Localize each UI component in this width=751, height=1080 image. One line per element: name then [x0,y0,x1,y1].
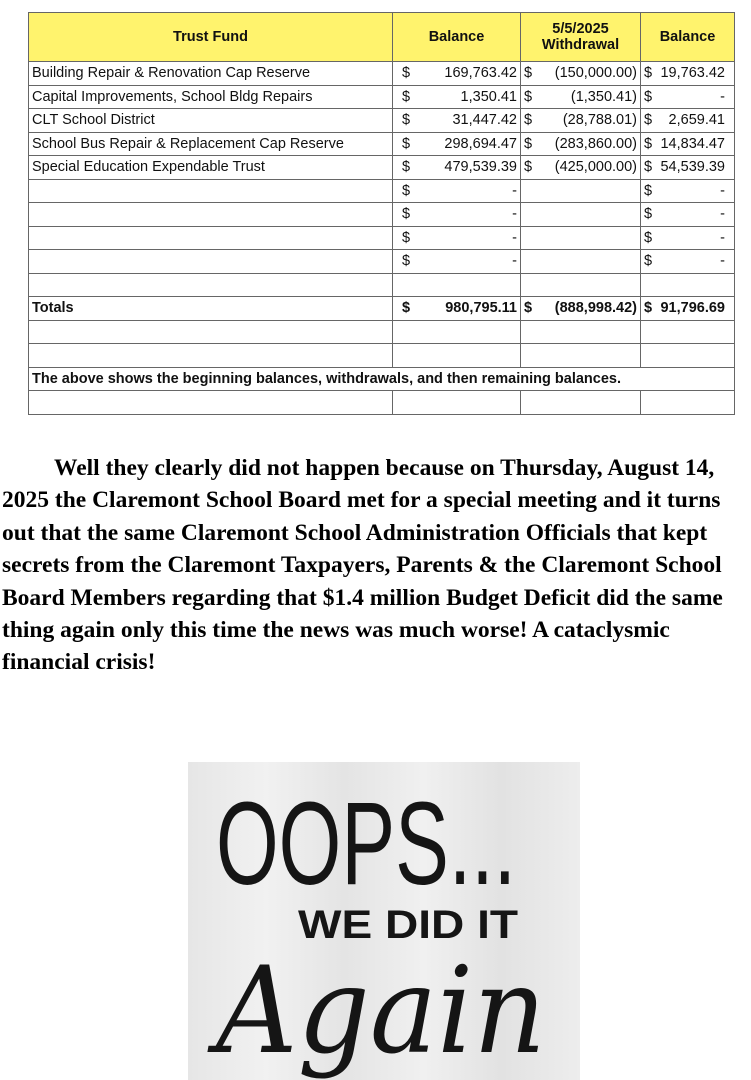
empty-row [29,344,735,368]
balance-currency: $ [402,182,411,199]
table-row [29,62,735,86]
balance-currency: $ [402,159,411,176]
remaining-balance-amount: - [720,253,725,270]
trust-fund-sheet [28,12,734,415]
withdrawal-amount: (28,788.01) [562,112,637,129]
remaining-balance-currency: $ [644,135,653,152]
remaining-balance-amount: - [720,88,725,105]
remaining-balance-currency: $ [644,253,653,270]
total-withdrawal-cell [521,297,641,321]
withdrawal-cell [521,250,641,274]
empty-cell [29,391,393,415]
totals-row [29,297,735,321]
graphic-line-we-did-it: WE DID IT [298,903,518,947]
graphic-line-again: Again [206,942,546,1080]
withdrawal-cell [521,132,641,156]
balance-amount: 31,447.42 [452,112,517,129]
remaining-balance-currency: $ [644,112,653,129]
remaining-balance-currency: $ [644,206,653,223]
remaining-balance-currency: $ [644,182,653,199]
withdrawal-cell [521,85,641,109]
withdrawal-cell [521,203,641,227]
balance-cell [393,179,521,203]
remaining-balance-cell [641,109,735,133]
balance-currency: $ [402,65,411,82]
header-trust-fund: Trust Fund [29,13,393,62]
balance-currency: $ [402,88,411,105]
withdrawal-amount: (283,860.00) [554,135,637,152]
remaining-balance-cell [641,179,735,203]
remaining-balance-amount: - [720,182,725,199]
empty-cell [641,344,735,368]
withdrawal-currency: $ [524,88,533,105]
remaining-balance-amount: 2,659.41 [668,112,725,129]
withdrawal-cell [521,226,641,250]
withdrawal-currency: $ [524,135,533,152]
header-remaining-balance: Balance [641,13,735,62]
table-row [29,85,735,109]
remaining-balance-amount: 19,763.42 [660,65,725,82]
balance-amount: 479,539.39 [444,159,517,176]
empty-cell [393,391,521,415]
table-row [29,226,735,250]
balance-currency: $ [402,112,411,129]
total-remaining-currency: $ [644,300,653,317]
remaining-balance-currency: $ [644,159,653,176]
empty-cell [641,391,735,415]
total-remaining-amount: 91,796.69 [660,300,725,317]
balance-currency: $ [402,253,411,270]
trust-fund-table [28,12,735,415]
withdrawal-currency: $ [524,65,533,82]
oops-we-did-it-again-graphic [188,762,580,1080]
fund-name-cell: Building Repair & Renovation Cap Reserve [29,62,393,86]
balance-currency: $ [402,206,411,223]
remaining-balance-amount: 54,539.39 [660,159,725,176]
fund-name-cell [29,203,393,227]
remaining-balance-cell [641,62,735,86]
header-withdrawal-label: Withdrawal [541,37,620,53]
withdrawal-currency: $ [524,159,533,176]
remaining-balance-amount: - [720,229,725,246]
balance-cell [393,132,521,156]
table-note: The above shows the beginning balances, withdrawals, and then remaining balances. [29,367,735,391]
empty-cell [521,273,641,297]
empty-row [29,273,735,297]
balance-amount: - [512,253,517,270]
total-remaining-cell [641,297,735,321]
remaining-balance-cell [641,250,735,274]
balance-cell [393,109,521,133]
balance-amount: - [512,229,517,246]
fund-name-cell: Capital Improvements, School Bldg Repairs [29,85,393,109]
empty-cell [29,320,393,344]
total-balance-cell [393,297,521,321]
table-row [29,250,735,274]
empty-cell [393,320,521,344]
balance-cell [393,85,521,109]
empty-row [29,320,735,344]
fund-name-cell [29,179,393,203]
empty-cell [29,273,393,297]
balance-currency: $ [402,229,411,246]
withdrawal-cell [521,109,641,133]
balance-amount: - [512,206,517,223]
balance-cell [393,156,521,180]
withdrawal-cell [521,156,641,180]
table-row [29,203,735,227]
fund-name-cell: CLT School District [29,109,393,133]
remaining-balance-cell [641,226,735,250]
header-withdrawal-date: 5/5/2025 [552,21,609,37]
empty-cell [393,273,521,297]
fund-name-cell [29,226,393,250]
remaining-balance-cell [641,132,735,156]
remaining-balance-cell [641,203,735,227]
balance-currency: $ [402,135,411,152]
total-balance-amount: 980,795.11 [445,300,517,317]
remaining-balance-currency: $ [644,229,653,246]
graphic-line-oops: OOPS... [216,778,516,910]
remaining-balance-currency: $ [644,65,653,82]
fund-name-cell: School Bus Repair & Replacement Cap Reserve [29,132,393,156]
balance-amount: 169,763.42 [444,65,517,82]
totals-label: Totals [29,297,393,321]
remaining-balance-cell [641,85,735,109]
balance-amount: 298,694.47 [444,135,517,152]
balance-cell [393,203,521,227]
empty-cell [641,273,735,297]
body-paragraph: Well they clearly did not happen because on Thursday, August 14, 2025 the Claremont School Board met for a special meeting and it turns out that the same Claremont School Administration Officials that kept secrets from the Claremont Taxpayers, Parents & the Claremont School Board Members regarding that $1.4 million Budget Deficit did the same thing again only this time the news was much worse! A cataclysmic financial crisis! [2,455,723,676]
withdrawal-cell [521,62,641,86]
total-balance-currency: $ [402,300,411,317]
withdrawal-amount: (425,000.00) [554,159,637,176]
fund-name-cell [29,250,393,274]
empty-row [29,391,735,415]
empty-cell [521,320,641,344]
empty-cell [521,391,641,415]
table-header-row [29,13,735,62]
empty-cell [521,344,641,368]
table-row [29,132,735,156]
empty-cell [393,344,521,368]
empty-cell [641,320,735,344]
empty-cell [29,344,393,368]
total-withdrawal-currency: $ [524,300,533,317]
fund-name-cell: Special Education Expendable Trust [29,156,393,180]
table-row [29,109,735,133]
balance-cell [393,226,521,250]
total-withdrawal-amount: (888,998.42) [554,300,637,317]
balance-amount: 1,350.41 [460,88,517,105]
withdrawal-amount: (150,000.00) [554,65,637,82]
remaining-balance-amount: 14,834.47 [660,135,725,152]
table-row [29,156,735,180]
balance-cell [393,250,521,274]
remaining-balance-amount: - [720,206,725,223]
withdrawal-currency: $ [524,112,533,129]
withdrawal-amount: (1,350.41) [570,88,637,105]
remaining-balance-cell [641,156,735,180]
remaining-balance-currency: $ [644,88,653,105]
table-row [29,179,735,203]
note-row [29,367,735,391]
balance-amount: - [512,182,517,199]
balance-cell [393,62,521,86]
header-withdrawal [521,13,641,62]
header-balance: Balance [393,13,521,62]
withdrawal-cell [521,179,641,203]
